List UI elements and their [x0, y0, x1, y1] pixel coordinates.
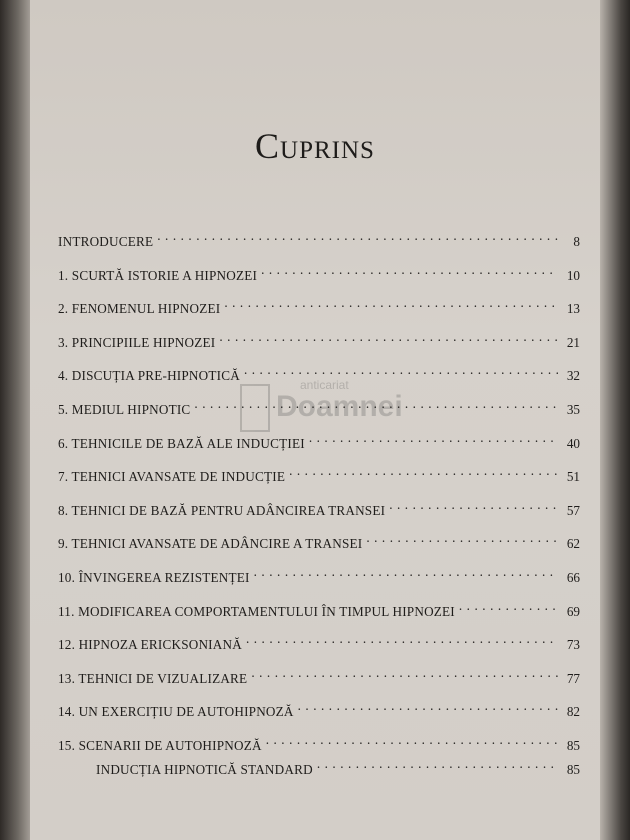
toc-leader-dots	[244, 360, 558, 380]
toc-entry	[58, 629, 580, 653]
toc-entry	[58, 428, 580, 451]
toc-entry	[58, 293, 580, 317]
toc-leader-dots	[309, 428, 558, 448]
toc-leader-dots	[317, 754, 558, 774]
toc-leader-dots	[459, 596, 558, 616]
toc-entry-page-number: 62	[566, 536, 580, 552]
toc-leader-dots	[194, 394, 558, 414]
toc-entry-label: 7. TEHNICI AVANSATE DE INDUCȚIE	[58, 469, 286, 485]
toc-entry-label: 3. PRINCIPIILE HIPNOZEI	[58, 334, 216, 350]
right-page-edge	[600, 0, 630, 840]
toc-entry	[58, 260, 580, 283]
toc-leader-dots	[254, 562, 558, 582]
toc-entry-page-number: 8	[573, 234, 580, 249]
toc-entry-page-number: 57	[566, 502, 580, 518]
toc-leader-dots	[224, 293, 558, 313]
toc-entry-label: 11. MODIFICAREA COMPORTAMENTULUI ÎN TIMPUL HIPNOZEI	[58, 603, 455, 619]
toc-entry-label: 8. TEHNICI DE BAZĂ PENTRU ADÂNCIREA TRANSEI	[58, 502, 386, 518]
toc-entry	[58, 495, 580, 518]
toc-entry-label: 5. MEDIUL HIPNOTIC	[58, 402, 191, 417]
toc-entry	[58, 226, 580, 249]
toc-leader-dots	[389, 495, 558, 515]
toc-entry-label: 13. TEHNICI DE VIZUALIZARE	[58, 670, 248, 686]
toc-entry	[58, 730, 580, 753]
toc-leader-dots	[289, 461, 558, 481]
toc-entry-label: 9. TEHNICI AVANSATE DE ADÂNCIRE A TRANSEI	[58, 536, 363, 552]
toc-entry	[58, 394, 580, 417]
toc-entry-label: 12. HIPNOZA ERICKSONIANĂ	[58, 637, 242, 653]
page-title: Cuprins	[255, 126, 375, 166]
toc-entry	[58, 663, 580, 686]
toc-entry-label: 10. ÎNVINGEREA REZISTENȚEI	[58, 570, 250, 585]
toc-subentry	[58, 754, 580, 777]
toc-entry	[58, 696, 580, 720]
toc-leader-dots	[366, 528, 558, 548]
toc-entry-page-number: 66	[566, 570, 580, 585]
toc-leader-dots	[298, 696, 558, 716]
toc-entry	[58, 327, 580, 350]
toc-entry-page-number: 10	[566, 267, 580, 283]
toc-entry-label: INDUCȚIA HIPNOTICĂ STANDARD	[96, 762, 313, 777]
toc-entry-page-number: 77	[566, 670, 580, 686]
toc-entry-page-number: 40	[566, 435, 580, 451]
toc-leader-dots	[157, 226, 558, 246]
toc-entry-label: INTRODUCERE	[58, 234, 154, 249]
toc-leader-dots	[246, 629, 558, 649]
toc-entry	[58, 596, 580, 619]
toc-entry	[58, 528, 580, 552]
toc-entry-page-number: 32	[566, 368, 580, 384]
toc-entry-label: 6. TEHNICILE DE BAZĂ ALE INDUCȚIEI	[58, 435, 305, 451]
toc-entry	[58, 461, 580, 485]
toc-entry-page-number: 85	[566, 738, 580, 753]
toc-entry-page-number: 85	[566, 762, 580, 777]
toc-entry-label: 15. SCENARII DE AUTOHIPNOZĂ	[58, 738, 262, 753]
toc-entry-page-number: 13	[566, 301, 580, 317]
toc-leader-dots	[261, 260, 558, 280]
toc-entry-label: 2. FENOMENUL HIPNOZEI	[58, 301, 221, 317]
toc-entry-page-number: 35	[566, 402, 580, 417]
toc-entry	[58, 562, 580, 585]
toc-leader-dots	[219, 327, 558, 347]
toc-entry-page-number: 69	[566, 603, 580, 619]
watermark-brand-text: Doamnei	[276, 390, 403, 423]
book-page	[30, 0, 600, 840]
toc-entry	[58, 360, 580, 384]
left-page-edge	[0, 0, 30, 840]
toc-entry-page-number: 73	[566, 637, 580, 653]
watermark-top-text: anticariat	[300, 378, 349, 392]
toc-leader-dots	[251, 663, 558, 683]
toc-entry-page-number: 51	[566, 469, 580, 485]
toc-leader-dots	[266, 730, 558, 750]
toc-entry-page-number: 82	[566, 704, 580, 720]
toc-entry-label: 1. SCURTĂ ISTORIE A HIPNOZEI	[58, 267, 258, 283]
toc-entry-page-number: 21	[566, 334, 580, 350]
toc-entry-label: 14. UN EXERCIȚIU DE AUTOHIPNOZĂ	[58, 704, 294, 720]
toc-entry-label: 4. DISCUȚIA PRE-HIPNOTICĂ	[58, 368, 240, 384]
